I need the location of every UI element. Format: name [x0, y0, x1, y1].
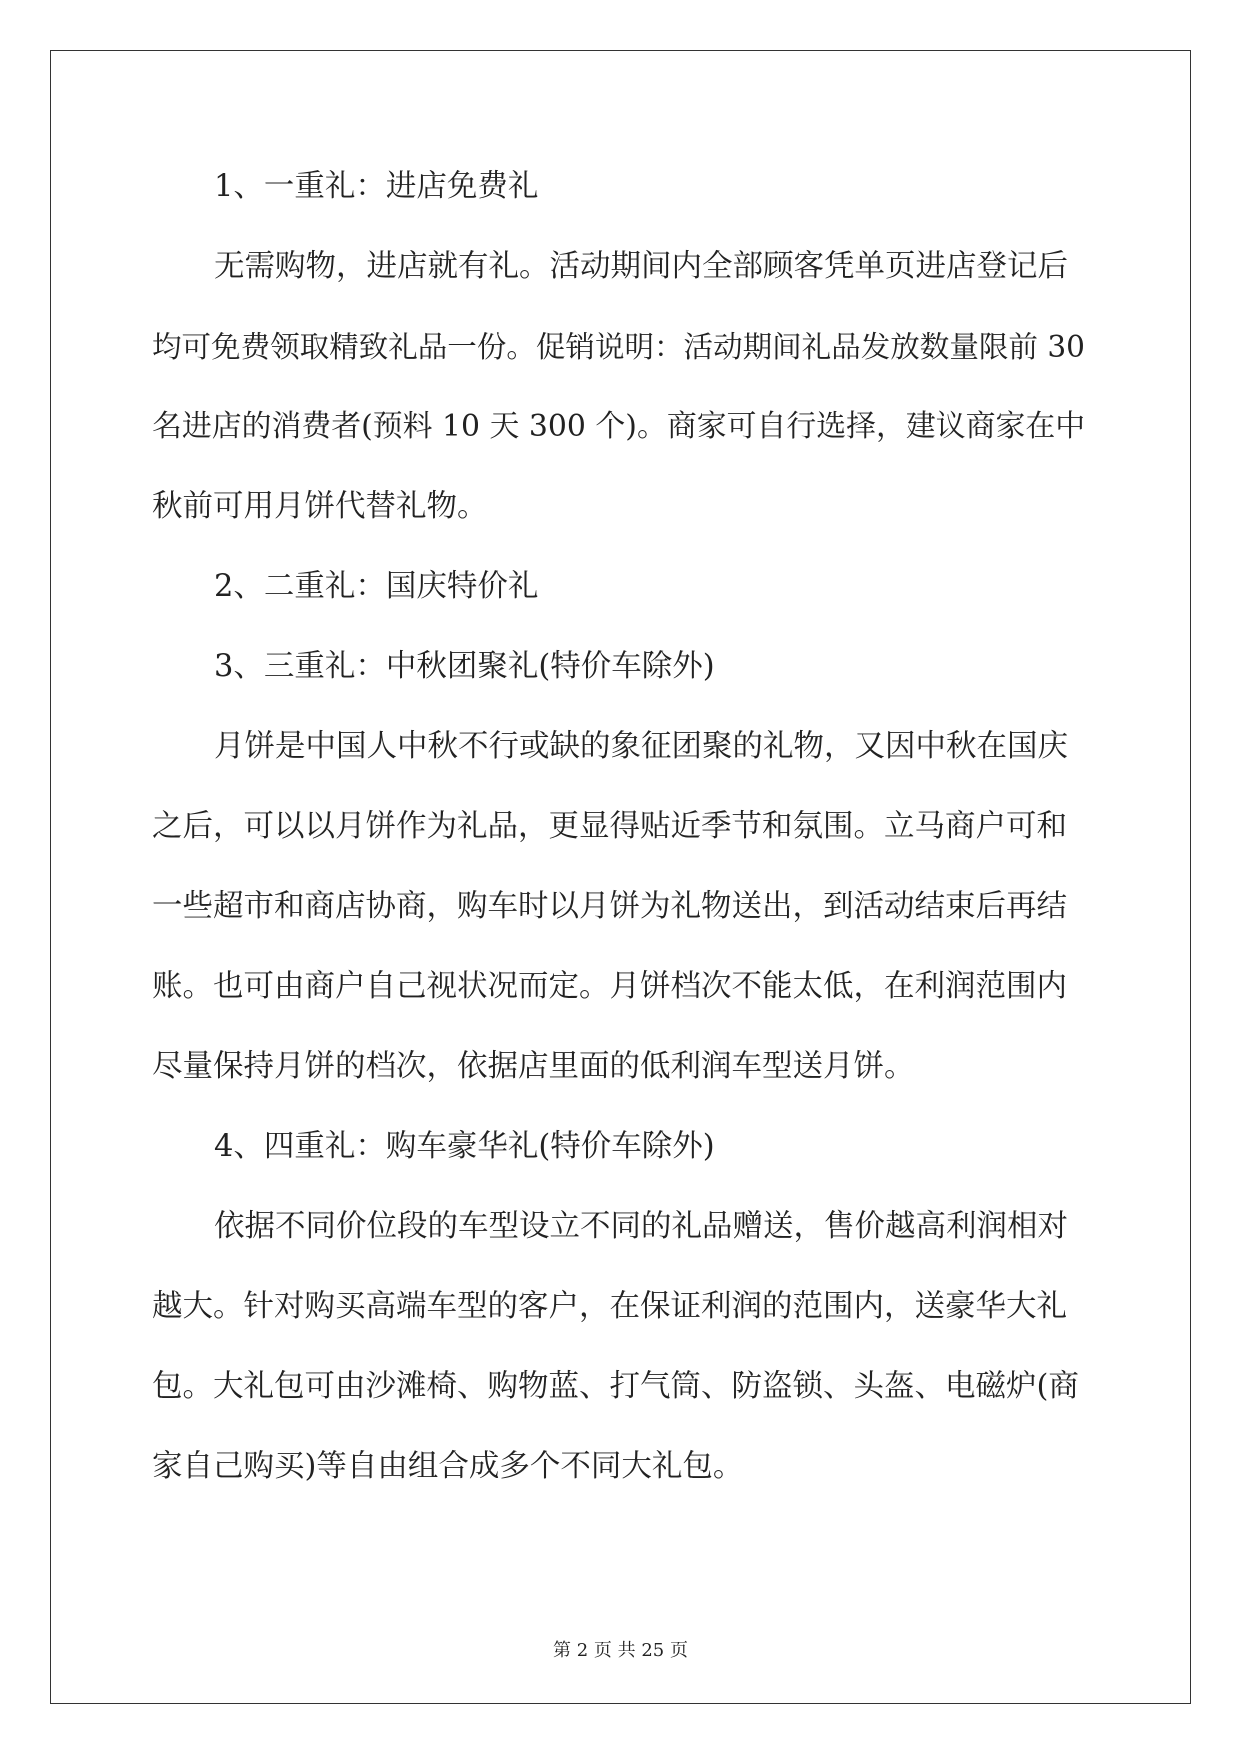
paragraph-line: 账。也可由商户自己视状况而定。月饼档次不能太低，在利润范围内 [152, 969, 1067, 1004]
paragraph-line: 尽量保持月饼的档次，依据店里面的低利润车型送月饼。 [152, 1049, 915, 1084]
heading-gift-4: 4、四重礼：购车豪华礼(特价车除外) [214, 1129, 715, 1164]
heading-gift-3: 3、三重礼：中秋团聚礼(特价车除外) [214, 649, 715, 684]
paragraph-line: 秋前可用月饼代替礼物。 [152, 489, 488, 524]
paragraph-line: 无需购物，进店就有礼。活动期间内全部顾客凭单页进店登记后 [214, 249, 1068, 284]
paragraph-line: 名进店的消费者(预料 10 天 300 个)。商家可自行选择，建议商家在中 [152, 409, 1086, 444]
paragraph-line: 越大。针对购买高端车型的客户，在保证利润的范围内，送豪华大礼 [152, 1289, 1067, 1324]
paragraph-line: 均可免费领取精致礼品一份。促销说明：活动期间礼品发放数量限前 30 [152, 330, 1085, 364]
paragraph-line: 月饼是中国人中秋不行或缺的象征团聚的礼物，又因中秋在国庆 [214, 729, 1068, 764]
heading-gift-1: 1、一重礼：进店免费礼 [214, 169, 539, 204]
page-number-footer: 第 2 页 共 25 页 [553, 1640, 688, 1661]
heading-gift-2: 2、二重礼：国庆特价礼 [214, 569, 539, 604]
paragraph-line: 依据不同价位段的车型设立不同的礼品赠送，售价越高利润相对 [214, 1209, 1068, 1244]
document-body [152, 158, 1090, 1518]
paragraph-line: 一些超市和商店协商，购车时以月饼为礼物送出，到活动结束后再结 [152, 889, 1067, 924]
paragraph-line: 包。大礼包可由沙滩椅、购物蓝、打气筒、防盗锁、头盔、电磁炉(商 [152, 1369, 1079, 1404]
paragraph-line: 之后，可以以月饼作为礼品，更显得贴近季节和氛围。立马商户可和 [152, 809, 1067, 844]
paragraph-line: 家自己购买)等自由组合成多个不同大礼包。 [152, 1449, 744, 1484]
